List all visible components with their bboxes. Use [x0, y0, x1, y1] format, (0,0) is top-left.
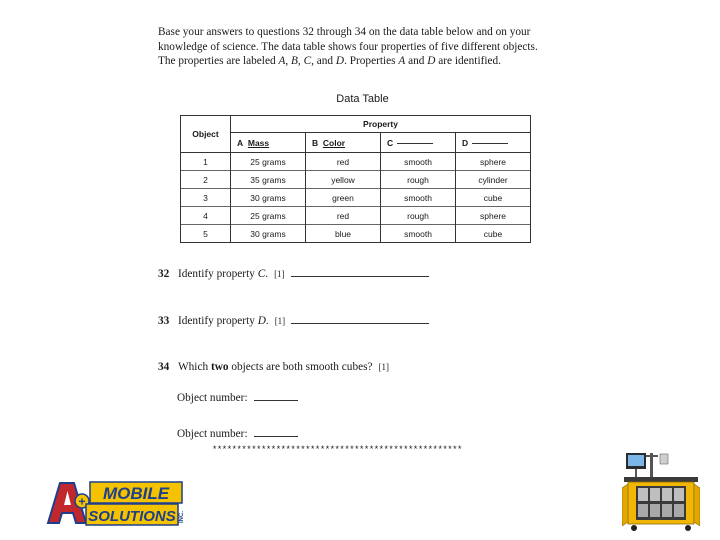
svg-text:+: +	[78, 494, 86, 509]
object-cell: 4	[181, 207, 231, 225]
question-32: 32 Identify property C. [1]	[158, 268, 429, 280]
table-title: Data Table	[336, 93, 389, 105]
intro-paragraph: Base your answers to questions 32 through 34 on the data table below and on your knowledge of science. The data table shows four properties of five different objects. The properties are labeled A, B, C, and D. Properties A and D are identified.	[158, 26, 538, 67]
color-cell: red	[306, 207, 381, 225]
answer-line[interactable]	[291, 323, 429, 324]
question-33: 33 Identify property D. [1]	[158, 315, 429, 327]
table-row	[181, 207, 531, 225]
object-cell: 5	[181, 225, 231, 243]
color-cell: green	[306, 189, 381, 207]
column-header-a: A Mass	[231, 133, 306, 153]
object-number-line-1: Object number:	[177, 392, 298, 404]
answer-line[interactable]	[254, 436, 298, 437]
mass-cell: 25 grams	[231, 207, 306, 225]
object-column-header: Object	[181, 116, 231, 153]
property-c-cell: smooth	[381, 225, 456, 243]
svg-text:SOLUTIONS: SOLUTIONS	[88, 508, 176, 525]
svg-text:INC.: INC.	[179, 511, 185, 523]
blank-line	[397, 143, 433, 144]
object-number-line-2: Object number:	[177, 428, 298, 440]
mass-cell: 30 grams	[231, 189, 306, 207]
property-c-cell: rough	[381, 207, 456, 225]
property-d-cell: sphere	[456, 153, 531, 171]
table-row	[181, 171, 531, 189]
mass-cell: 25 grams	[231, 153, 306, 171]
property-d-cell: sphere	[456, 207, 531, 225]
property-c-cell: smooth	[381, 189, 456, 207]
separator-stars: ***************************************************	[212, 445, 462, 455]
answer-line[interactable]	[254, 400, 298, 401]
object-cell: 1	[181, 153, 231, 171]
color-cell: red	[306, 153, 381, 171]
property-d-cell: cube	[456, 189, 531, 207]
column-header-c: C	[381, 133, 456, 153]
color-cell: yellow	[306, 171, 381, 189]
mass-cell: 30 grams	[231, 225, 306, 243]
answer-line[interactable]	[291, 276, 429, 277]
property-d-cell: cube	[456, 225, 531, 243]
object-cell: 3	[181, 189, 231, 207]
svg-text:MOBILE: MOBILE	[102, 484, 170, 503]
mobile-cart-image	[622, 450, 700, 532]
property-c-cell: smooth	[381, 153, 456, 171]
column-header-d: D	[456, 133, 531, 153]
color-cell: blue	[306, 225, 381, 243]
table-row	[181, 225, 531, 243]
question-34: 34 Which two objects are both smooth cubes? [1]	[158, 361, 390, 373]
data-table	[180, 115, 531, 243]
property-c-cell: rough	[381, 171, 456, 189]
object-cell: 2	[181, 171, 231, 189]
table-row	[181, 189, 531, 207]
mass-cell: 35 grams	[231, 171, 306, 189]
property-column-header: Property	[231, 116, 531, 133]
table-row	[181, 153, 531, 171]
blank-line	[472, 143, 508, 144]
column-header-b: B Color	[306, 133, 381, 153]
property-d-cell: cylinder	[456, 171, 531, 189]
mobile-solutions-logo	[42, 479, 187, 527]
